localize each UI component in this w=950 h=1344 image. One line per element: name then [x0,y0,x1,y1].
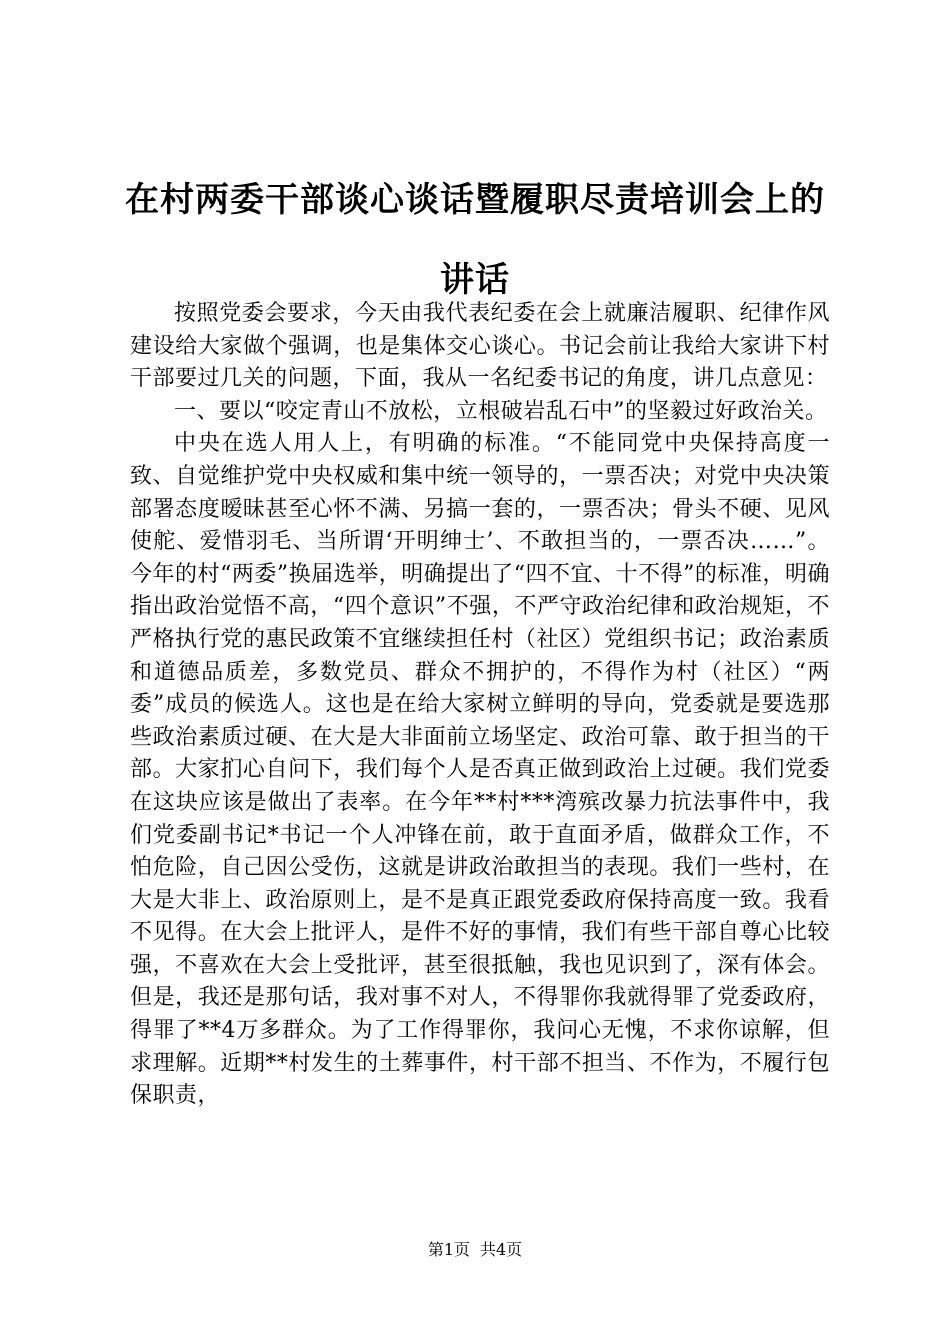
page-footer [0,1240,950,1260]
page-total: 共4页 [480,1240,523,1259]
paragraph-body-1: 中央在选人用人上，有明确的标准。“不能同党中央保持高度一致、自觉维护党中央权威和集中统一领导的，一票否决；对党中央决策部署态度暧昧甚至心怀不满、另搞一套的，一票否决；骨头不硬、见风使舵、爱惜羽毛、当所谓‘开明绅士’、不敢担当的，一票否决……”。今年的村“两委”换届选举，明确提出了“四不宜、十不得”的标准，明确指出政治觉悟不高，“四个意识”不强，不严守政治纪律和政治规矩，不严格执行党的惠民政策不宜继续担任村（社区）党组织书记；政治素质和道德品质差，多数党员、群众不拥护的，不得作为村（社区）“两委”成员的候选人。这也是在给大家树立鲜明的导向，党委就是要选那些政治素质过硬、在大是大非面前立场坚定、政治可靠、敢于担当的干部。大家扪心自问下，我们每个人是否真正做到政治上过硬。我们党委在这块应该是做出了表率。在今年**村***湾殡改暴力抗法事件中，我们党委副书记*书记一个人冲锋在前，敢于直面矛盾，做群众工作，不怕危险，自己因公受伤，这就是讲政治敢担当的表现。我们一些村，在大是大非上、政治原则上，是不是真正跟党委政府保持高度一致。我看不见得。在大会上批评人，是件不好的事情，我们有些干部自尊心比较强，不喜欢在大会上受批评，甚至很抵触，我也见识到了，深有体会。但是，我还是那句话，我对事不对人，不得罪你我就得罪了党委政府，得罪了**4万多群众。为了工作得罪你，我问心无愧，不求你谅解，但求理解。近期**村发生的土葬事件，村干部不担当、不作为，不履行包保职责， [130,431,830,1109]
document-title [110,160,840,320]
title-line-2: 讲话 [440,260,510,300]
paragraph-heading-1: 一、要以“咬定青山不放松，立根破岩乱石中”的坚毅过好政治关。 [174,398,828,424]
document-body [130,298,830,1113]
paragraph-intro: 按照党委会要求，今天由我代表纪委在会上就廉洁履职、纪律作风建设给大家做个强调，也是集体交心谈心。书记会前让我给大家讲下村干部要过几关的问题，下面，我从一名纪委书记的角度，讲几点意见： [130,301,830,392]
page-number: 第1页 [427,1240,470,1259]
title-line-1: 在村两委干部谈心谈话暨履职尽责培训会上的 [125,180,825,220]
